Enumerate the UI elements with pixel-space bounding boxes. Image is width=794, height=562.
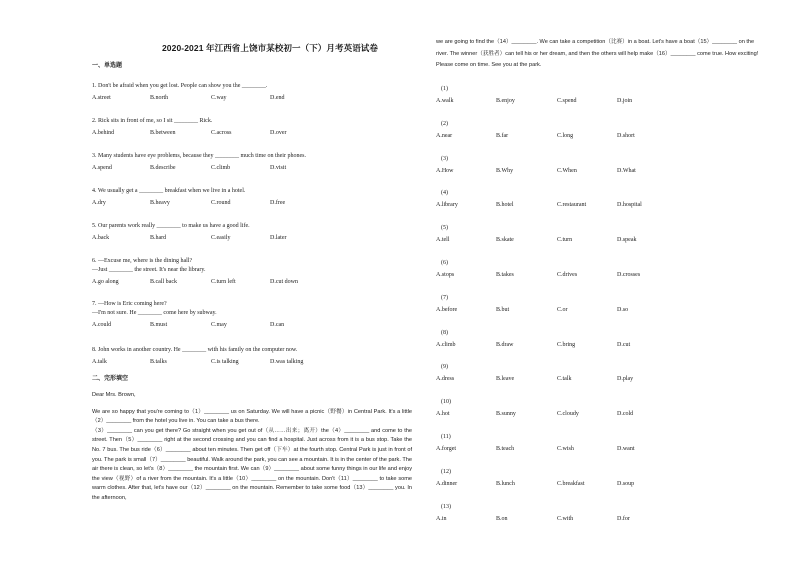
cloze-question-number: (2) <box>441 120 448 127</box>
answer-option[interactable]: B.leave <box>496 376 515 383</box>
answer-option[interactable]: B.teach <box>496 446 515 452</box>
question-stem: 7. —How is Eric coming here? —I'm not sure. He ________ come here by subway. <box>92 301 217 316</box>
answer-option[interactable]: B.lunch <box>496 480 515 487</box>
answer-option[interactable]: A.tell <box>436 237 450 244</box>
answer-option[interactable]: B.on <box>496 515 508 522</box>
cloze-question-number: (7) <box>441 294 448 301</box>
answer-option[interactable]: C.turn left <box>211 279 236 285</box>
answer-option[interactable]: B.talks <box>150 359 167 365</box>
cloze-question-number: (9) <box>441 364 448 371</box>
answer-option[interactable]: A.dress <box>436 376 455 383</box>
answer-option[interactable]: C.spend <box>557 98 577 104</box>
answer-option[interactable]: A.stops <box>436 272 455 278</box>
answer-option[interactable]: B.must <box>150 322 168 328</box>
answer-option[interactable]: C.long <box>557 132 574 139</box>
answer-option[interactable]: D.What <box>617 167 636 174</box>
answer-option[interactable]: B.call back <box>150 279 177 285</box>
cloze-options <box>436 272 766 280</box>
cloze-question-number: (8) <box>441 329 448 336</box>
answer-option[interactable]: D.end <box>270 95 285 101</box>
passage-paragraph-2: （3）________ can you get there? Go straight when you get out of（从……出来；离开）the（4）________ and come to the street. Then（5）________ right at the second crossing and you can find a hospital. Just across from it is a bus stop. Take the No. 7 bus. The bus ride（6）________ about ten minutes. Then get off（下车）at the fourth stop. Central Park is just in front of you. The park is small（7）________ beautiful. Walk around the park, you can see a mountain. It is in the center of the park. The air there is clean, so let's（8）________ the mountain first. We can（9）________ about some funny things in our life and enjoy the view（视野）of a river from the mountain. It's a little（10）________ on the mountain. Don't（11）________ to take some warm clothes. After that, let's have our（12）________ on the mountain. Remember to take some food（13）________ you. In the afternoon, <box>92 427 412 501</box>
answer-option[interactable]: C.bring <box>557 341 576 348</box>
cloze-question-number: (12) <box>441 468 451 475</box>
answer-option[interactable]: C.cloudy <box>557 411 579 418</box>
cloze-options <box>436 411 766 419</box>
answer-option[interactable]: B.but <box>496 306 510 313</box>
answer-option[interactable]: D.cold <box>617 411 634 418</box>
cloze-passage-right <box>436 37 766 72</box>
answer-option[interactable]: C.When <box>557 167 577 174</box>
answer-option[interactable]: D.play <box>617 376 634 383</box>
answer-option[interactable]: A.could <box>92 322 112 328</box>
answer-option[interactable]: C.is talking <box>211 359 239 365</box>
answer-option[interactable]: C.easily <box>211 235 231 241</box>
answer-option[interactable]: C.turn <box>557 237 573 244</box>
answer-option[interactable]: D.for <box>617 515 630 522</box>
cloze-passage-left <box>92 391 412 504</box>
answer-option[interactable]: D.can <box>270 322 285 328</box>
section-heading-cloze: 二、完形填空 <box>92 376 129 382</box>
answer-option[interactable]: A.street <box>92 95 111 101</box>
question-options <box>92 200 402 208</box>
answer-option[interactable]: C.or <box>557 306 568 313</box>
passage-paragraph-3: we are going to find the（14）________. We can take a competition（比赛）in a boat. Let's have a boat（15）________ on the river. The winner（获胜者）can tell his or her dream, and then the others will help make（16）________ come true. How exciting! Please come on time. See you at the park. <box>436 39 759 68</box>
question-options <box>92 130 402 138</box>
answer-option[interactable]: C.breakfast <box>557 480 585 487</box>
answer-option[interactable]: C.climb <box>211 165 231 171</box>
answer-option[interactable]: D.so <box>617 306 629 313</box>
answer-option[interactable]: B.skate <box>496 237 514 244</box>
answer-option[interactable]: D.speak <box>617 237 637 244</box>
answer-option[interactable]: D.short <box>617 132 635 139</box>
answer-option[interactable]: B.draw <box>496 341 514 348</box>
answer-option[interactable]: A.behind <box>92 130 115 136</box>
answer-option[interactable]: B.between <box>150 130 176 136</box>
cloze-question-number: (11) <box>441 434 451 440</box>
question-stem: 1. Don't be afraid when you get lost. People can show you the ________. <box>92 83 268 89</box>
answer-option[interactable]: B.sunny <box>496 411 516 418</box>
question-options <box>92 359 402 367</box>
answer-option[interactable]: A.library <box>436 202 458 209</box>
question-options <box>92 279 402 287</box>
cloze-question-number: (10) <box>441 399 451 406</box>
answer-option[interactable]: B.Why <box>496 167 514 174</box>
cloze-options <box>436 307 766 315</box>
answer-option[interactable]: D.soup <box>617 480 635 487</box>
answer-option[interactable]: A.climb <box>436 341 456 348</box>
answer-option[interactable]: C.across <box>211 130 232 136</box>
answer-option[interactable]: C.round <box>211 200 231 206</box>
answer-option[interactable]: A.walk <box>436 98 454 104</box>
question-stem: 2. Rick sits in front of me, so I sit ________ Rick. <box>92 118 213 124</box>
answer-option[interactable]: D.was talking <box>270 359 304 365</box>
answer-option[interactable]: C.restaurant <box>557 202 587 209</box>
cloze-question-number: (4) <box>441 190 448 197</box>
question-options <box>92 322 402 330</box>
question-options <box>92 95 402 103</box>
answer-option[interactable]: D.over <box>270 130 287 136</box>
answer-option[interactable]: B.far <box>496 132 509 139</box>
cloze-options <box>436 446 766 454</box>
answer-option[interactable]: A.dinner <box>436 480 458 487</box>
question-stem: 4. We usually get a ________ breakfast when we live in a hotel. <box>92 188 246 194</box>
passage-greeting: Dear Mrs. Brown, <box>92 392 136 398</box>
answer-option[interactable]: C.wish <box>557 446 574 452</box>
cloze-options <box>436 98 766 106</box>
answer-option[interactable]: B.takes <box>496 272 514 278</box>
answer-option[interactable]: C.may <box>211 322 227 328</box>
answer-option[interactable]: D.free <box>270 200 286 206</box>
answer-option[interactable]: A.back <box>92 235 110 241</box>
answer-option[interactable]: A.forget <box>436 446 457 452</box>
cloze-question-number: (3) <box>441 155 448 162</box>
cloze-options <box>436 481 766 489</box>
answer-option[interactable]: D.visit <box>270 165 287 171</box>
cloze-question-number: (1) <box>441 86 448 92</box>
answer-option[interactable]: D.crosses <box>617 272 641 278</box>
cloze-options <box>436 376 766 384</box>
cloze-options <box>436 202 766 210</box>
question-stem: 3. Many students have eye problems, because they ________ much time on their phones. <box>92 153 306 159</box>
answer-option[interactable]: A.spend <box>92 165 112 171</box>
question-options <box>92 165 402 173</box>
answer-option[interactable]: B.north <box>150 95 169 101</box>
cloze-options <box>436 168 766 176</box>
section-heading-single-choice: 一、单选题 <box>92 63 123 69</box>
question-stem: 8. John works in another country. He ________ with his family on the computer now. <box>92 347 298 353</box>
answer-option[interactable]: B.describe <box>150 165 176 171</box>
answer-option[interactable]: A.talk <box>92 359 107 365</box>
answer-option[interactable]: D.hospital <box>617 202 642 209</box>
answer-option[interactable]: D.join <box>617 98 633 104</box>
answer-option[interactable]: C.with <box>557 515 574 522</box>
answer-option[interactable]: D.later <box>270 235 287 241</box>
answer-option[interactable]: C.drives <box>557 272 578 278</box>
cloze-options <box>436 237 766 245</box>
question-stem: 6. —Excuse me, where is the dining hall? —Just ________ the street. It's near the library. <box>92 258 206 273</box>
answer-option[interactable]: A.before <box>436 306 458 313</box>
answer-option[interactable]: A.hot <box>436 411 450 418</box>
answer-option[interactable]: B.enjoy <box>496 98 515 104</box>
answer-option[interactable]: B.heavy <box>150 200 170 206</box>
cloze-question-number: (13) <box>441 503 451 510</box>
answer-option[interactable]: A.in <box>436 515 447 522</box>
cloze-question-number: (5) <box>441 225 448 232</box>
question-options <box>92 235 402 243</box>
answer-option[interactable]: A.How <box>436 167 454 174</box>
answer-option[interactable]: D.cut <box>617 341 631 348</box>
cloze-options <box>436 342 766 350</box>
answer-option[interactable]: D.cut down <box>270 279 298 285</box>
answer-option[interactable]: B.hard <box>150 235 167 241</box>
cloze-options <box>436 133 766 141</box>
answer-option[interactable]: C.way <box>211 95 227 101</box>
answer-option[interactable]: A.near <box>436 132 453 139</box>
answer-option[interactable]: A.go along <box>92 279 119 285</box>
answer-option[interactable]: D.want <box>617 446 635 452</box>
page-title: 2020-2021 年江西省上饶市某校初一（下）月考英语试卷 <box>161 43 378 53</box>
question-stem: 5. Our parents work really ________ to make us have a good life. <box>92 223 250 229</box>
answer-option[interactable]: C.talk <box>557 376 572 383</box>
cloze-question-number: (6) <box>441 260 448 266</box>
passage-paragraph-1: We are so happy that you're coming to（1）________ us on Saturday. We will have a picnic（野餐）in Central Park. It's a little（2）________ from the hotel you live in. You can take a bus there. <box>92 408 412 425</box>
answer-option[interactable]: A.dry <box>92 200 106 206</box>
answer-option[interactable]: B.hotel <box>496 202 514 209</box>
cloze-options <box>436 516 766 524</box>
